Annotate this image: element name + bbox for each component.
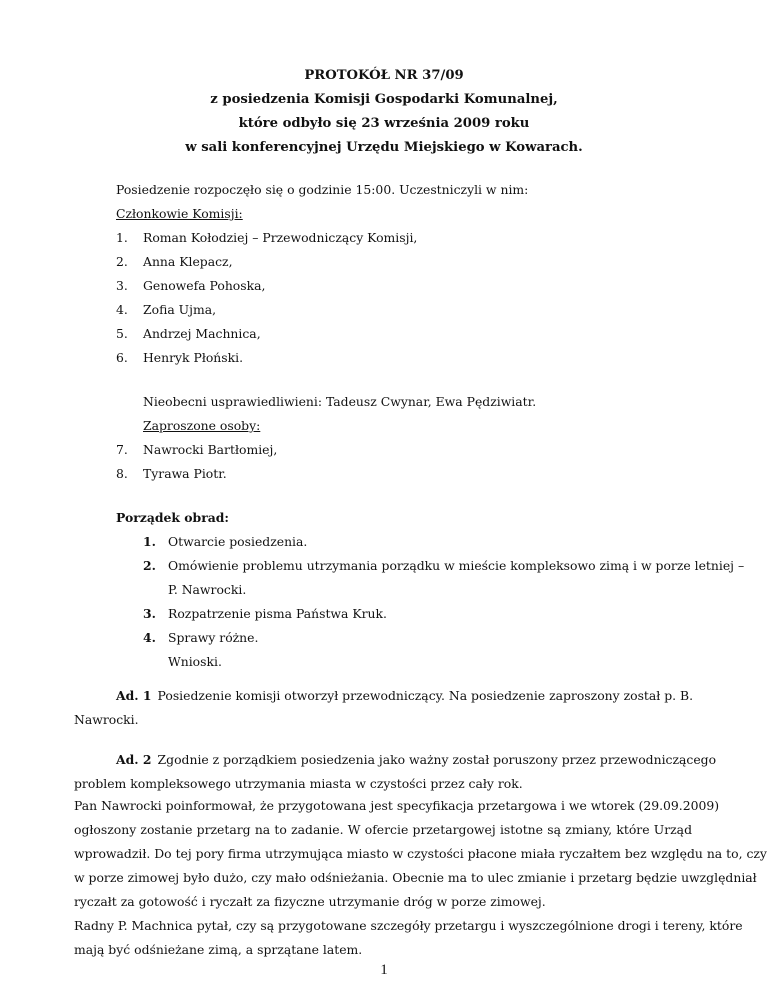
agenda-item-text: Sprawy różne. [168, 630, 259, 645]
invited-heading: Zaproszone osoby: [143, 418, 261, 433]
list-item [0, 346, 768, 370]
agenda-item [0, 554, 768, 578]
list-item-text: Andrzej Machnica, [143, 326, 261, 341]
list-item-number: 8. [116, 466, 128, 481]
agenda-item-text: Omówienie problemu utrzymania porządku w mieście kompleksowo zimą i w porze letniej – [168, 558, 745, 573]
agenda-item-continuation: P. Nawrocki. [168, 582, 247, 597]
members-heading: Członkowie Komisji: [116, 206, 243, 221]
list-item-text: Zofia Ujma, [143, 302, 217, 317]
agenda-item-number: 3. [143, 606, 156, 621]
ad1-paragraph [116, 684, 692, 708]
list-item-text: Anna Klepacz, [143, 254, 233, 269]
ad2-line: Radny P. Machnica pytał, czy są przygotowane szczegóły przetargu i wyszczególnione drogi i tereny, które [74, 918, 743, 933]
list-item-number: 5. [116, 326, 128, 341]
list-item-text: Roman Kołodziej – Przewodniczący Komisji, [143, 230, 418, 245]
list-item [0, 298, 768, 322]
list-item-number: 1. [116, 230, 128, 245]
agenda-item-number: 2. [143, 558, 156, 573]
agenda-item-number: 4. [143, 630, 156, 645]
ad2-paragraph [116, 748, 717, 772]
title-line-1: PROTOKÓŁ NR 37/09 [304, 68, 464, 83]
agenda-item-number: 1. [143, 534, 156, 549]
ad2-line: wprowadził. Do tej pory firma utrzymująca miasto w czystości płacone miała ryczałtem bez względu na to, czy [74, 846, 767, 861]
agenda-extra: Wnioski. [168, 654, 222, 669]
list-item-number: 2. [116, 254, 128, 269]
agenda-item [0, 602, 768, 626]
absent-text: Nieobecni usprawiedliwieni: Tadeusz Cwynar, Ewa Pędziwiatr. [143, 394, 537, 409]
ad2-line: ogłoszony zostanie przetarg na to zadanie. W ofercie przetargowej istotne są zmiany, które Urząd [74, 822, 692, 837]
agenda-heading: Porządek obrad: [116, 510, 230, 525]
list-item [0, 274, 768, 298]
page-number: 1 [380, 962, 388, 978]
list-item-text: Nawrocki Bartłomiej, [143, 442, 278, 457]
ad1-line-2: Nawrocki. [74, 712, 139, 727]
list-item-text: Henryk Płoński. [143, 350, 244, 365]
ad1-label: Ad. 1 [116, 688, 152, 703]
list-item [0, 250, 768, 274]
list-item [0, 226, 768, 250]
list-item [0, 322, 768, 346]
document-title [0, 64, 768, 160]
list-item [0, 438, 768, 462]
ad1-line-1: Posiedzenie komisji otworzył przewodniczący. Na posiedzenie zaproszony został p. B. [157, 688, 694, 703]
ad2-line: Pan Nawrocki poinformował, że przygotowana jest specyfikacja przetargowa i we wtorek (29.09.2009) [74, 798, 720, 813]
intro-text: Posiedzenie rozpoczęło się o godzinie 15:00. Uczestniczyli w nim: [116, 182, 529, 197]
title-line-4: w sali konferencyjnej Urzędu Miejskiego w Kowarach. [185, 140, 583, 155]
list-item [0, 462, 768, 486]
title-line-2: z posiedzenia Komisji Gospodarki Komunalnej, [210, 92, 558, 107]
title-line-3: które odbyło się 23 września 2009 roku [238, 116, 530, 131]
ad2-line: mają być odśnieżane zimą, a sprzątane latem. [74, 942, 363, 957]
list-item-number: 6. [116, 350, 128, 365]
ad2-line: problem kompleksowego utrzymania miasta w czystości przez cały rok. [74, 776, 523, 791]
list-item-number: 7. [116, 442, 128, 457]
agenda-item-text: Otwarcie posiedzenia. [168, 534, 308, 549]
agenda-item-text: Rozpatrzenie pisma Państwa Kruk. [168, 606, 387, 621]
list-item-text: Genowefa Pohoska, [143, 278, 266, 293]
agenda-item [0, 626, 768, 650]
ad2-line: ryczałt za gotowość i ryczałt za fizyczne utrzymanie dróg w porze zimowej. [74, 894, 546, 909]
ad2-label: Ad. 2 [116, 752, 152, 767]
list-item-number: 4. [116, 302, 128, 317]
agenda-item [0, 530, 768, 554]
list-item-text: Tyrawa Piotr. [143, 466, 227, 481]
ad2-line: Zgodnie z porządkiem posiedzenia jako ważny został poruszony przez przewodniczącego [157, 752, 717, 767]
list-item-number: 3. [116, 278, 128, 293]
ad2-line: w porze zimowej było dużo, czy mało odśnieżania. Obecnie ma to ulec zmianie i przetarg będzie uwzględniał [74, 870, 757, 885]
